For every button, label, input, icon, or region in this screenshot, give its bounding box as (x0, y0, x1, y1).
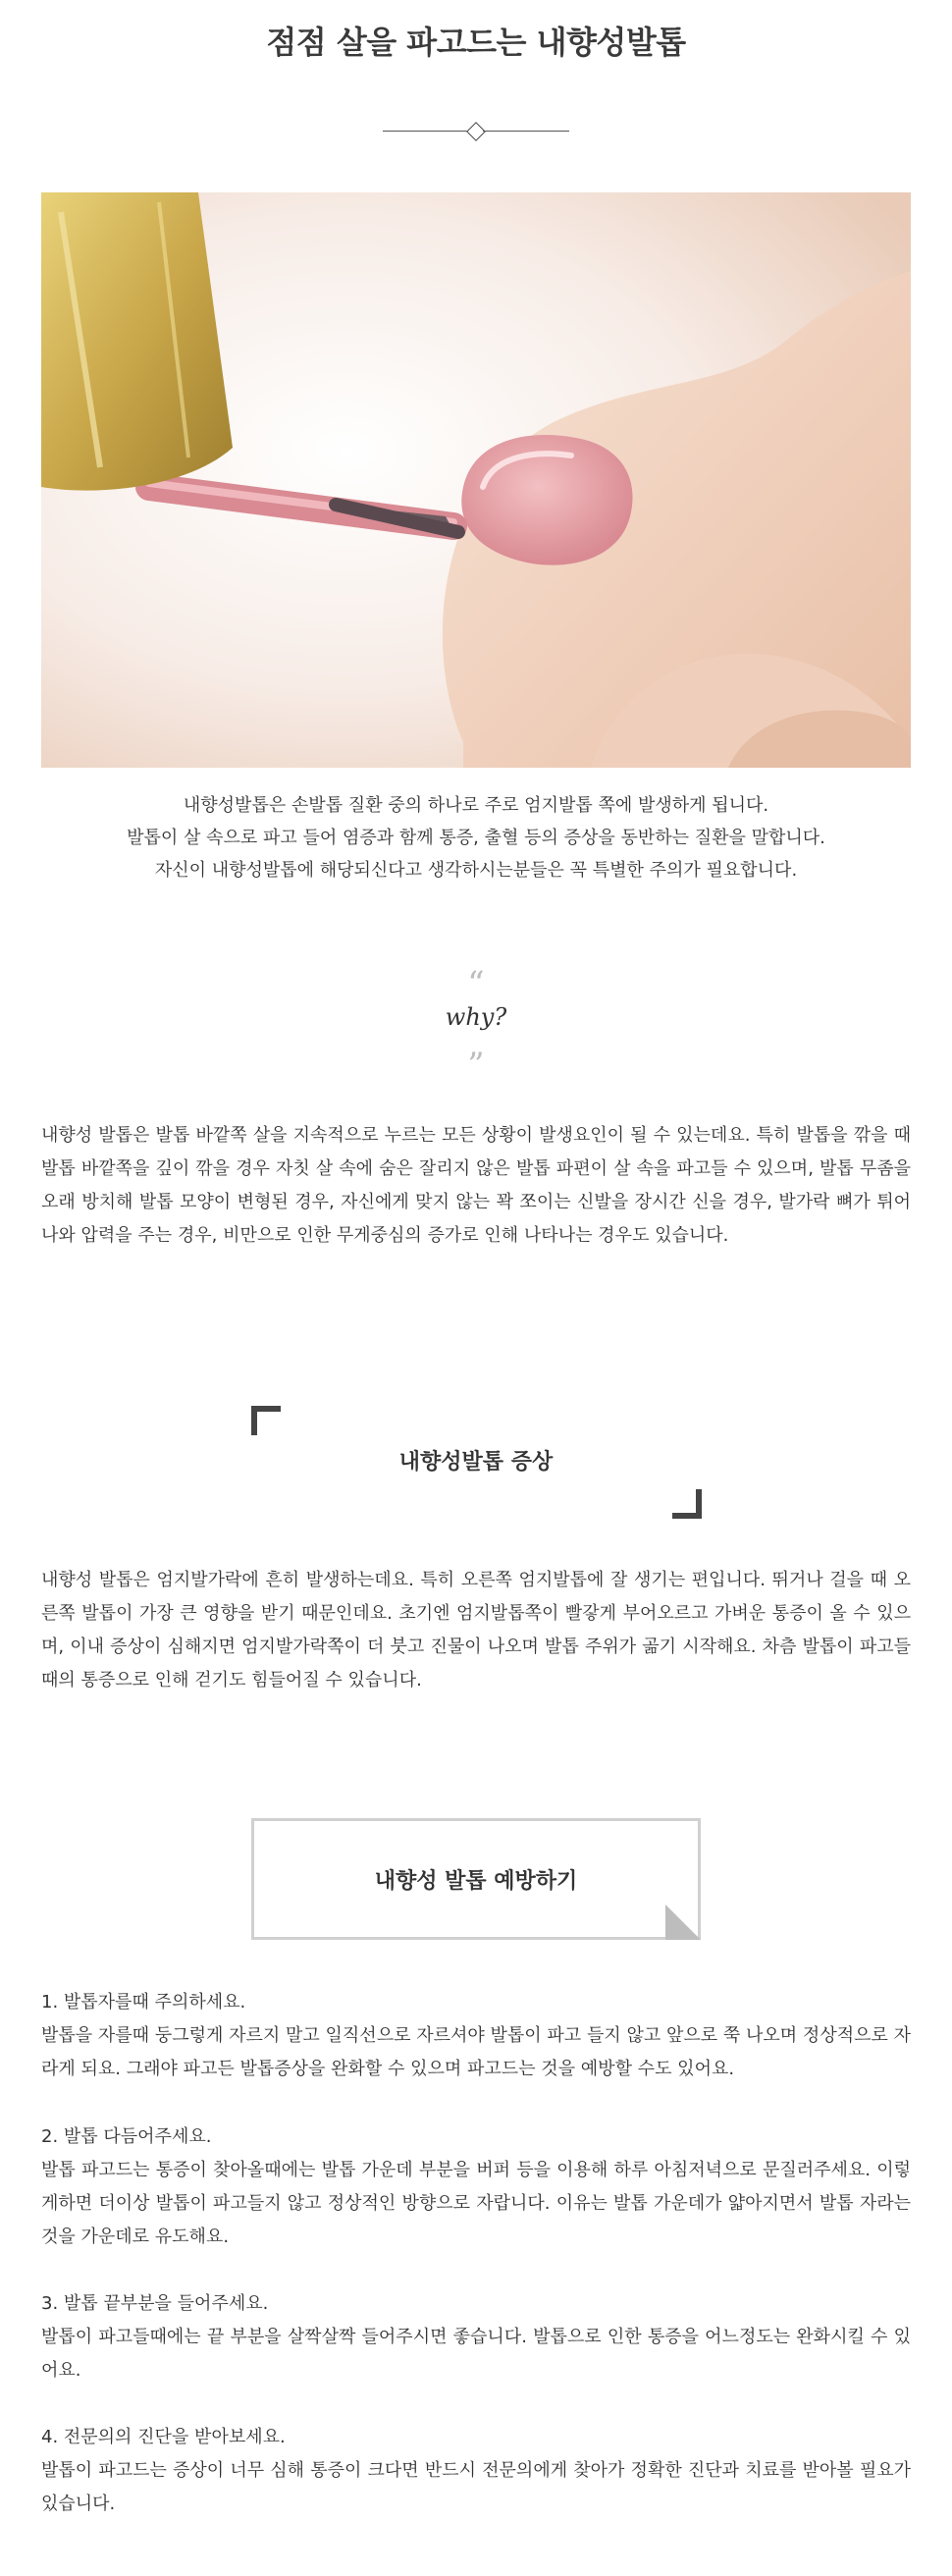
tip-item (41, 2120, 911, 2254)
intro-line: 자신이 내향성발톱에 해당되신다고 생각하시는분들은 꼭 특별한 주의가 필요합니다. (154, 860, 798, 881)
page-title: 점점 살을 파고드는 내향성발톱 (266, 24, 686, 61)
tip-heading: 3. 발톱 끝부분을 들어주세요. (41, 2293, 269, 2314)
tip-body: 발톱이 파고드는 증상이 너무 심해 통증이 크다면 반드시 전문의에게 찾아가 정확한 진단과 치료를 받아볼 필요가 있습니다. (41, 2460, 911, 2514)
title-divider (383, 120, 569, 143)
tip-item (41, 2421, 911, 2521)
cause-paragraph: 내향성 발톱은 발톱 바깥쪽 살을 지속적으로 누르는 모든 상황이 발생요인이 될 수 있는데요. 특히 발톱을 깎을 때 발톱 바깥쪽을 깊이 깎을 경우 자칫 살 속에 숨은 잘리지 않은 발톱 파편이 살 속을 파고들 수 있으며, 발톱 무좀을 오래 방치해 발톱 모양이 변형된 경우, 자신에게 맞지 않는 꽉 쪼이는 신발을 장시간 신을 경우, 발가락 뼈가 튀어나와 압력을 주는 경우, 비만으로 인한 무게중심의 증가로 인해 나타나는 경우도 있습니다. (41, 1125, 911, 1246)
page-fold-icon (665, 1905, 701, 1940)
tip-body: 발톱이 파고들때에는 끝 부분을 살짝살짝 들어주시면 좋습니다. 발톱으로 인한 통증을 어느정도는 완화시킬 수 있어요. (41, 2327, 911, 2381)
tip-heading: 2. 발톱 다듬어주세요. (41, 2126, 212, 2147)
symptoms-paragraph: 내향성 발톱은 엄지발가락에 흔히 발생하는데요. 특히 오른쪽 엄지발톱에 잘 생기는 편입니다. 뛰거나 걸을 때 오른쪽 발톱이 가장 큰 영향을 받기 때문인데요. 초기엔 엄지발톱쪽이 빨갛게 부어오르고 가벼운 통증이 올 수 있으며, 이내 증상이 심해지면 엄지발가락쪽이 더 붓고 진물이 나오며 발톱 주위가 곪기 시작해요. 차츰 발톱이 파고들때의 통증으로 인해 걷기도 힘들어질 수 있습니다. (41, 1570, 911, 1690)
tip-body: 발톱 파고드는 통증이 찾아올때에는 발톱 가운데 부분을 버퍼 등을 이용해 하루 아침저녁으로 문질러주세요. 이렇게하면 더이상 발톱이 파고들지 않고 정상적인 방향으로 자랍니다. 이유는 발톱 가운데가 얇아지면서 발톱 자라는 것을 가운데로 유도해요. (41, 2160, 911, 2247)
intro-text (0, 789, 952, 886)
why-label: why? (445, 1003, 507, 1031)
tip-item (41, 2287, 911, 2388)
symptoms-title: 내향성발톱 증상 (398, 1450, 554, 1475)
nail-polish-toe-photo (41, 192, 911, 768)
bracket-top-left-icon (251, 1406, 281, 1435)
diamond-icon (466, 122, 486, 141)
tip-heading: 4. 전문의의 진단을 받아보세요. (41, 2427, 286, 2447)
intro-line: 내향성발톱은 손발톱 질환 중의 하나로 주로 엄지발톱 쪽에 발생하게 됩니다. (183, 795, 769, 816)
close-quote-icon: ” (467, 1046, 485, 1085)
prevention-title-card (251, 1818, 701, 1940)
tip-body: 발톱을 자를때 둥그렇게 자르지 말고 일직선으로 자르셔야 발톱이 파고 들지 않고 앞으로 쭉 나오며 정상적으로 자라게 되요. 그래야 파고든 발톱증상을 완화할 수 있으며 파고드는 것을 예방할 수도 있어요. (41, 2025, 911, 2079)
open-quote-icon: “ (467, 964, 485, 1003)
tip-item (41, 1986, 911, 2086)
bracket-bottom-right-icon (672, 1489, 702, 1519)
intro-line: 발톱이 살 속으로 파고 들어 염증과 함께 통증, 출혈 등의 증상을 동반하는 질환을 말합니다. (127, 828, 825, 848)
divider-line-left (383, 131, 469, 132)
divider-line-right (483, 131, 569, 132)
prevention-title: 내향성 발톱 예방하기 (374, 1869, 578, 1894)
tip-heading: 1. 발톱자를때 주의하세요. (41, 1992, 246, 2012)
